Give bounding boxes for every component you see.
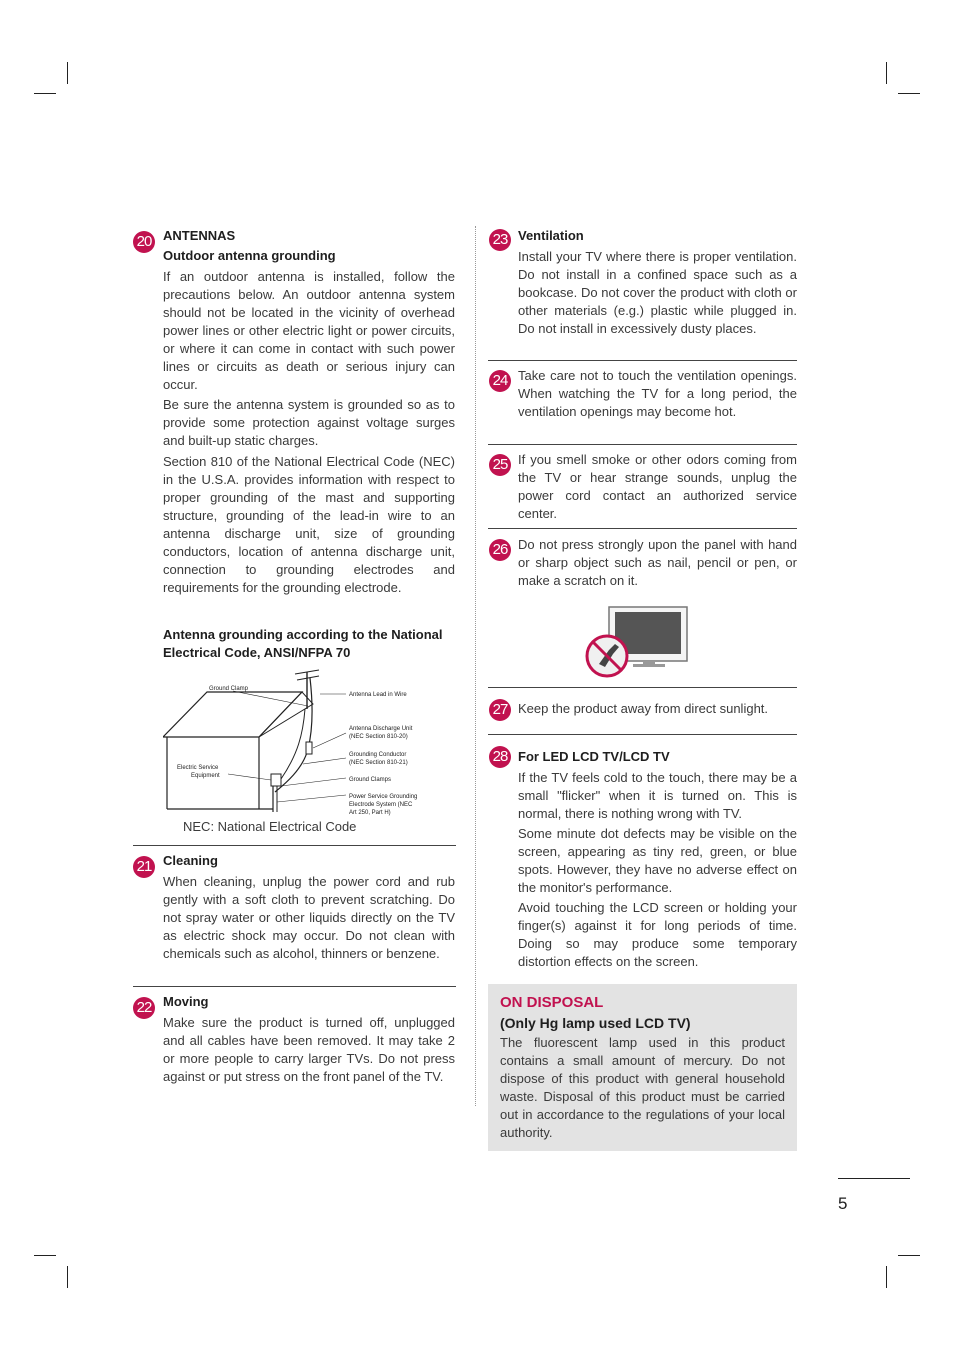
section-ventilation xyxy=(518,227,797,338)
paragraph: Install your TV where there is proper ventilation. Do not install in a confined space such as a bookcase. Do not cover the product with cloth or other materials (e.g.) plastic while plugged in. Do not install in excessively dusty places. xyxy=(518,249,797,336)
label-discharge-section: (NEC Section 810-20) xyxy=(349,734,408,740)
paragraph: Take care not to touch the ventilation openings. When watching the TV for a long period, the ventilation openings may become hot. xyxy=(518,368,797,419)
crop-mark xyxy=(886,1266,887,1288)
paragraph: Section 810 of the National Electrical Code (NEC) in the U.S.A. provides information with respect to proper grounding of the mast and supporting structure, grounding of the lead-in wire to an antenna discharge unit, size of grounding conductors, location of antenna discharge unit, connection to grounding electrodes and requirements for the grounding electrode. xyxy=(163,454,455,595)
disposal-title: ON DISPOSAL xyxy=(500,994,604,1011)
paragraph: If an outdoor antenna is installed, follow the precautions below. An outdoor antenna system should not be located in the vicinity of overhead power lines or other electric light or power circuits, or where it can come in contact with such power lines or circuits as death or serious injury can occur. xyxy=(163,269,455,392)
paragraph: Be sure the antenna system is grounded so as to provide some protection against voltage surges and built-up static charges. xyxy=(163,397,455,448)
section-number-24: 24 xyxy=(489,370,511,392)
label-electric-service: Electric Service xyxy=(177,765,219,771)
crop-mark xyxy=(34,93,56,94)
label-electrode-system: Electrode System (NEC xyxy=(349,802,413,808)
disposal-body: The fluorescent lamp used in this product contains a small amount of mercury. Do not dispose of this product with general household waste. Disposal of this product must be carried out in accordance to the regulations of your local authority. xyxy=(500,1035,785,1140)
disposal-box xyxy=(488,984,797,1151)
section-panel-press xyxy=(518,533,797,590)
paragraph: Avoid touching the LCD screen or holding your finger(s) against it for long periods of time. Doing so may produce some temporary distortion effects on the screen. xyxy=(518,900,797,969)
label-ground-clamp: Ground Clamp xyxy=(209,686,249,692)
label-art-250: Art 250, Part H) xyxy=(349,810,391,816)
section-number-22: 22 xyxy=(133,997,155,1019)
section-title: Ventilation xyxy=(518,228,584,243)
antenna-grounding-diagram xyxy=(163,664,455,822)
crop-mark xyxy=(898,93,920,94)
section-number-27: 27 xyxy=(489,699,511,721)
section-number-23: 23 xyxy=(489,229,511,251)
section-moving xyxy=(163,993,455,1086)
paragraph: Do not press strongly upon the panel with hand or sharp object such as nail, pencil or pen, or make a scratch on it. xyxy=(518,537,797,588)
section-led-lcd xyxy=(518,748,797,971)
diagram-title: Antenna grounding according to the National Electrical Code, ANSI/NFPA 70 xyxy=(163,627,443,660)
section-sunlight xyxy=(518,700,797,718)
label-lead-in: Antenna Lead in Wire xyxy=(349,692,407,698)
label-ground-clamps: Ground Clamps xyxy=(349,777,392,783)
section-divider xyxy=(488,734,797,735)
label-grounding-conductor: Grounding Conductor xyxy=(349,752,407,758)
label-discharge-unit: Antenna Discharge Unit xyxy=(349,726,413,732)
section-smoke xyxy=(518,448,797,523)
paragraph: Make sure the product is turned off, unplugged and all cables have been removed. It may take 2 or more people to carry larger TVs. Do not press against or put stress on the front panel of the TV. xyxy=(163,1015,455,1084)
section-number-28: 28 xyxy=(489,746,511,768)
column-divider xyxy=(475,226,476,1106)
section-title: Cleaning xyxy=(163,853,218,868)
section-divider xyxy=(488,687,797,688)
section-divider xyxy=(488,360,797,361)
label-equipment: Equipment xyxy=(191,773,220,779)
section-divider xyxy=(133,986,456,987)
section-title: ANTENNAS xyxy=(163,228,236,243)
crop-mark xyxy=(67,62,68,84)
no-press-tv-illustration xyxy=(585,604,690,679)
paragraph: Keep the product away from direct sunlight. xyxy=(518,701,769,716)
paragraph: If you smell smoke or other odors coming from the TV or hear strange sounds, unplug the power cord contact an authorized service center. xyxy=(518,452,797,521)
section-number-25: 25 xyxy=(489,454,511,476)
section-title: For LED LCD TV/LCD TV xyxy=(518,749,670,764)
section-vent-openings xyxy=(518,364,797,421)
section-number-20: 20 xyxy=(133,231,155,253)
paragraph: Some minute dot defects may be visible on the screen, appearing as tiny red, green, or blue spots. However, they have no adverse effect on the monitor's performance. xyxy=(518,826,797,895)
paragraph: If the TV feels cold to the touch, there may be a small "flicker" when it is turned on. This is normal, there is nothing wrong with TV. xyxy=(518,770,797,821)
disposal-subtitle: (Only Hg lamp used LCD TV) xyxy=(500,1015,691,1031)
section-subtitle: Outdoor antenna grounding xyxy=(163,248,336,263)
section-divider xyxy=(133,845,456,846)
section-title: Moving xyxy=(163,994,209,1009)
section-number-26: 26 xyxy=(489,539,511,561)
section-cleaning xyxy=(163,852,455,963)
paragraph: When cleaning, unplug the power cord and rub gently with a soft cloth to prevent scratching. Do not spray water or other liquids directly on the TV as electric shock may occur. Do not clean with chemicals such as alcohol, thinners or benzene. xyxy=(163,874,455,961)
crop-mark xyxy=(898,1255,920,1256)
section-number-21: 21 xyxy=(133,856,155,878)
page-number: 5 xyxy=(838,1194,848,1213)
section-divider xyxy=(488,528,797,529)
label-conductor-section: (NEC Section 810-21) xyxy=(349,760,408,766)
label-power-grounding: Power Service Grounding xyxy=(349,794,418,800)
page-number-rule xyxy=(838,1178,910,1179)
crop-mark xyxy=(34,1255,56,1256)
crop-mark xyxy=(67,1266,68,1288)
crop-mark xyxy=(886,62,887,84)
section-divider xyxy=(488,444,797,445)
section-antennas xyxy=(163,227,455,597)
diagram-caption: NEC: National Electrical Code xyxy=(183,819,357,834)
